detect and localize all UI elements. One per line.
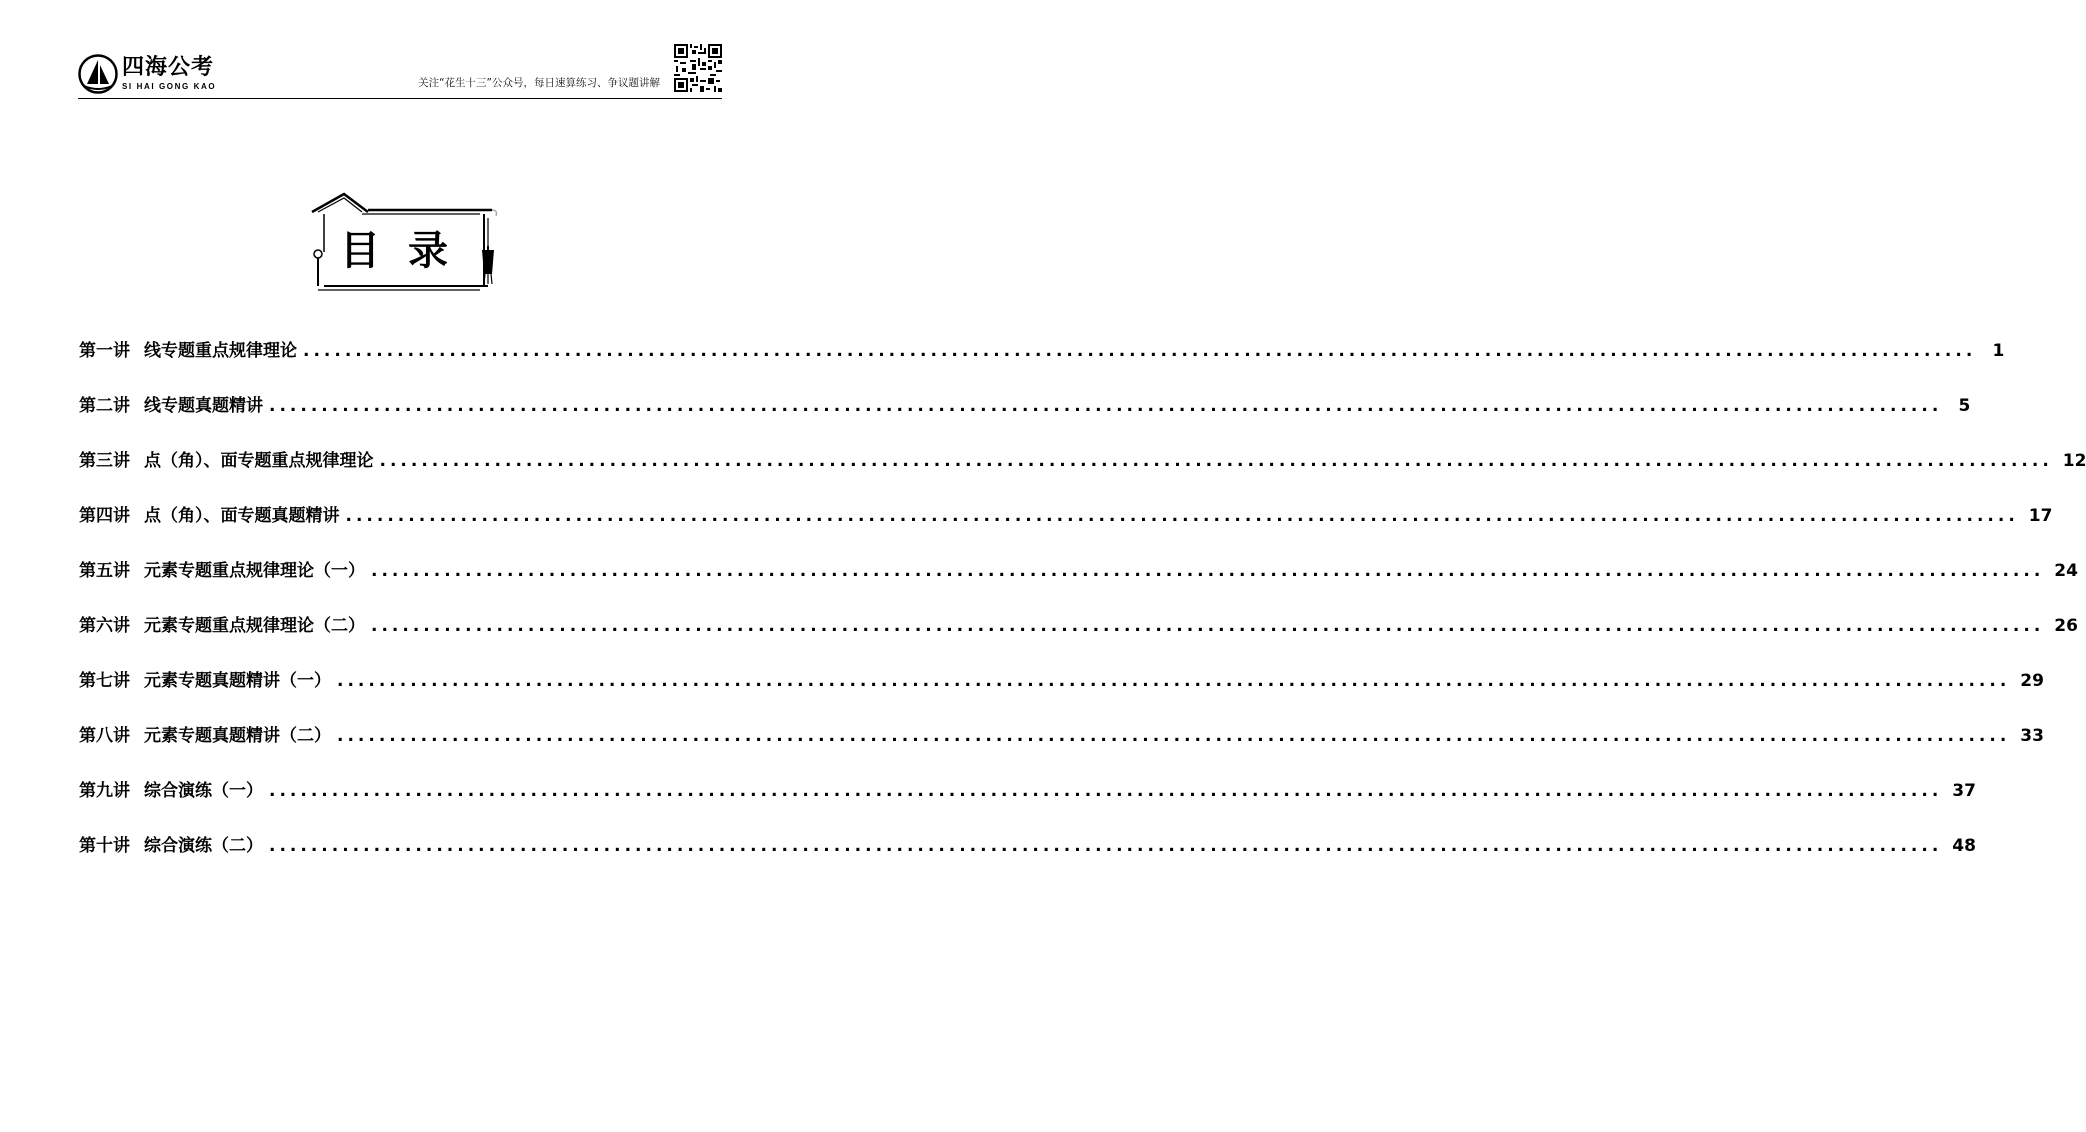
toc-dot-leader: ................................................................................................................................................................	[337, 671, 2011, 691]
toc-dot-leader: ................................................................................................................................................................	[269, 836, 1943, 856]
logo-text: 四海公考	[122, 55, 215, 80]
toc-entry[interactable]	[79, 554, 2078, 609]
toc-entry-title: 点（角）、面专题重点规律理论	[144, 451, 374, 471]
toc-lecture-number: 第八讲	[79, 726, 130, 746]
toc-entry[interactable]	[79, 609, 2078, 664]
page-title: 目录	[340, 227, 476, 274]
toc-page-number: 1	[1992, 341, 2005, 361]
toc-page-number: 48	[1952, 836, 1976, 856]
toc-entry-title: 元素专题真题精讲（二）	[144, 726, 331, 746]
table-of-contents	[79, 334, 2086, 884]
toc-entry-title: 元素专题真题精讲（一）	[144, 671, 331, 691]
toc-dot-leader: ................................................................................................................................................................	[337, 726, 2011, 746]
toc-entry[interactable]	[79, 829, 1976, 884]
toc-page-number: 29	[2020, 671, 2044, 691]
toc-page-number: 33	[2020, 726, 2044, 746]
toc-page-number: 17	[2028, 506, 2053, 526]
header-divider	[78, 98, 722, 99]
toc-entry[interactable]	[79, 499, 2053, 554]
toc-lecture-number: 第五讲	[79, 561, 130, 581]
toc-dot-leader: ................................................................................................................................................................	[345, 506, 2019, 526]
toc-entry-title: 线专题重点规律理论	[144, 341, 297, 361]
toc-lecture-number: 第二讲	[79, 396, 130, 416]
toc-dot-leader: ................................................................................................................................................................	[371, 616, 2045, 636]
toc-lecture-number: 第十讲	[79, 836, 130, 856]
toc-entry-title: 点（角）、面专题真题精讲	[144, 506, 340, 526]
page-header	[78, 42, 722, 98]
toc-entry[interactable]	[79, 389, 1971, 444]
toc-entry-title: 线专题真题精讲	[144, 396, 263, 416]
toc-entry-title: 元素专题重点规律理论（二）	[144, 616, 365, 636]
toc-dot-leader: ................................................................................................................................................................	[303, 341, 1977, 361]
toc-lecture-number: 第一讲	[79, 341, 130, 361]
toc-lecture-number: 第四讲	[79, 506, 130, 526]
toc-entry-title: 元素专题重点规律理论（一）	[144, 561, 365, 581]
toc-page-number: 5	[1958, 396, 1971, 416]
toc-lecture-number: 第六讲	[79, 616, 130, 636]
toc-entry-title: 综合演练（二）	[144, 836, 263, 856]
header-slogan: 关注“花生十三”公众号，每日速算练习、争议题讲解	[418, 77, 660, 89]
toc-page-number: 37	[1952, 781, 1976, 801]
toc-page-number: 26	[2054, 616, 2078, 636]
toc-entry[interactable]	[79, 664, 2044, 719]
toc-entry-title: 综合演练（一）	[144, 781, 263, 801]
toc-dot-leader: ................................................................................................................................................................	[269, 781, 1943, 801]
toc-dot-leader: ................................................................................................................................................................	[269, 396, 1943, 416]
toc-lecture-number: 第三讲	[79, 451, 130, 471]
toc-entry[interactable]	[79, 774, 1976, 829]
toc-lecture-number: 第九讲	[79, 781, 130, 801]
logo-subtext: SI HAI GONG KAO	[122, 82, 217, 91]
toc-page-number: 12	[2062, 451, 2086, 471]
toc-entry[interactable]	[79, 444, 2086, 499]
qr-code-icon[interactable]	[674, 44, 722, 92]
sailboat-logo-icon	[78, 54, 118, 94]
toc-dot-leader: ................................................................................................................................................................	[371, 561, 2045, 581]
toc-page-number: 24	[2054, 561, 2078, 581]
toc-lecture-number: 第七讲	[79, 671, 130, 691]
toc-entry[interactable]	[79, 719, 2044, 774]
toc-entry[interactable]	[79, 334, 2005, 389]
toc-dot-leader: ................................................................................................................................................................	[379, 451, 2053, 471]
